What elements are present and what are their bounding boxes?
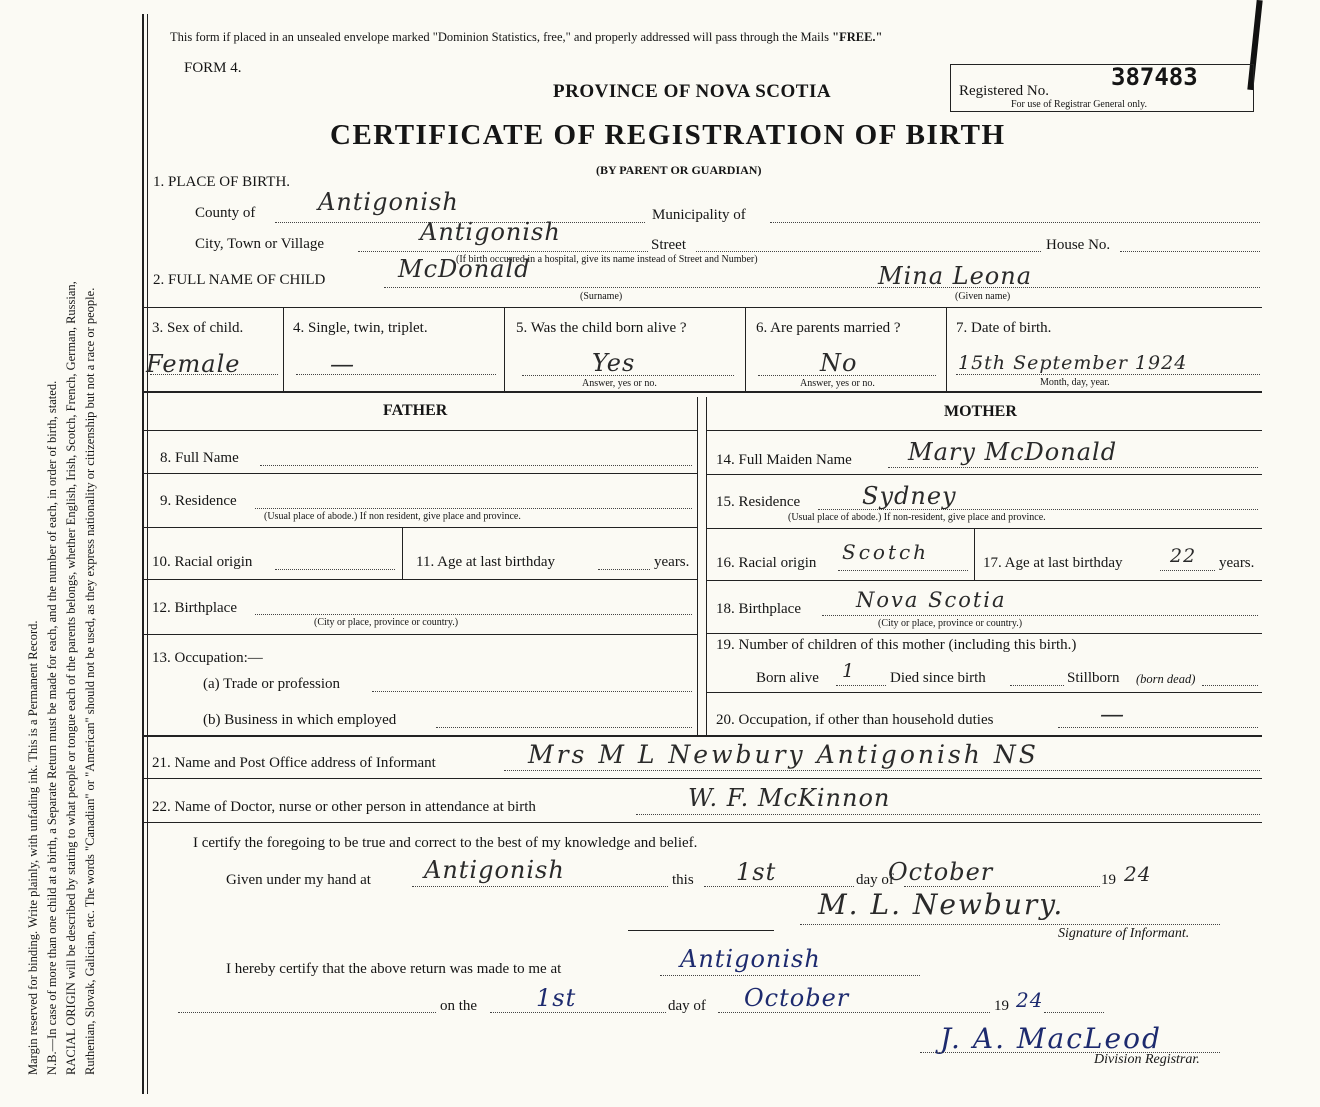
registrar-day-of-label: day of — [668, 998, 706, 1014]
mother-birthplace-note: (City or place, province or country.) — [878, 618, 1023, 629]
father-racial-label: 10. Racial origin — [152, 554, 253, 570]
rule-informant — [142, 778, 1262, 779]
given-note: (Given name) — [955, 291, 1011, 302]
county-label: County of — [195, 205, 256, 221]
rule-mother-4 — [706, 633, 1262, 634]
father-trade-line — [372, 691, 692, 692]
stillborn-label: Stillborn — [1067, 670, 1120, 686]
sex-label: 3. Sex of child. — [152, 320, 244, 336]
rule-col-d — [946, 307, 947, 392]
registrar-signature-label: Division Registrar. — [1094, 1052, 1200, 1067]
given-this-label: this — [672, 872, 694, 888]
stillborn-line — [1202, 685, 1258, 686]
hospital-note: (If birth occurred in a hospital, give its name instead of Street and Number) — [456, 254, 758, 265]
mother-age-unit: years. — [1219, 555, 1255, 571]
rule-father-head — [142, 430, 698, 431]
registrar-day-value: 1st — [536, 984, 577, 1012]
mother-age-label: 17. Age at last birthday — [983, 555, 1123, 571]
rule-mother-2 — [706, 528, 1262, 529]
municipality-label: Municipality of — [652, 207, 746, 223]
registrar-signature: J. A. MacLeod — [940, 1022, 1162, 1055]
born-alive-count-label: Born alive — [756, 670, 819, 686]
doctor-line — [636, 814, 1260, 815]
postal-free: "FREE." — [832, 30, 883, 44]
rule-mother-age-split — [974, 528, 975, 580]
child-name-line — [384, 287, 1260, 288]
registrar-place-value: Antigonish — [680, 945, 821, 973]
father-residence-line — [255, 508, 692, 509]
mother-name-value: Mary McDonald — [908, 438, 1118, 466]
rule-father-age-split — [402, 527, 403, 579]
rule-row3-bottom — [142, 391, 1262, 393]
rule-mother-1 — [706, 474, 1262, 475]
surname-note: (Surname) — [580, 291, 623, 302]
informant-signature-label: Signature of Informant. — [1058, 926, 1190, 941]
dob-note: Month, day, year. — [1040, 377, 1110, 388]
margin-notes — [24, 15, 100, 1075]
plurality-line — [296, 374, 496, 375]
mother-residence-label: 15. Residence — [716, 494, 801, 510]
registrar-place-line — [660, 975, 920, 976]
married-value: No — [820, 349, 858, 377]
mother-occupation-line — [1058, 727, 1258, 728]
father-residence-label: 9. Residence — [160, 493, 237, 509]
mother-age-line — [1160, 570, 1215, 571]
father-occupation-label: 13. Occupation:— — [152, 650, 263, 666]
given-month-line — [904, 886, 1100, 887]
doctor-value: W. F. McKinnon — [688, 784, 891, 812]
county-value: Antigonish — [318, 188, 459, 216]
father-business-line — [436, 727, 692, 728]
rule-parent-split-1 — [697, 397, 698, 735]
registered-label: Registered No. — [959, 83, 1049, 99]
plurality-value: — — [330, 350, 355, 378]
certify-text: I certify the foregoing to be true and correct to the best of my knowledge and belief. — [193, 835, 698, 851]
city-line — [358, 251, 648, 252]
stillborn-note: (born dead) — [1136, 672, 1196, 686]
mother-birthplace-value: Nova Scotia — [856, 588, 1007, 612]
mother-name-label: 14. Full Maiden Name — [716, 452, 852, 468]
rule-col-b — [504, 307, 505, 392]
father-age-label: 11. Age at last birthday — [416, 554, 555, 570]
father-age-unit: years. — [654, 554, 690, 570]
father-name-label: 8. Full Name — [160, 450, 239, 466]
rule-father-4 — [142, 634, 698, 635]
registered-box — [950, 64, 1254, 112]
street-label: Street — [651, 237, 686, 253]
child-name-label: 2. FULL NAME OF CHILD — [153, 272, 326, 288]
page-title: CERTIFICATE OF REGISTRATION OF BIRTH — [330, 119, 1006, 151]
child-surname: McDonald — [398, 255, 531, 283]
dob-label: 7. Date of birth. — [956, 320, 1052, 336]
father-birthplace-note: (City or place, province or country.) — [314, 617, 459, 628]
mother-age-value: 22 — [1170, 545, 1197, 567]
plurality-label: 4. Single, twin, triplet. — [293, 320, 428, 336]
mother-occupation-value: — — [1100, 700, 1125, 728]
father-business-label: (b) Business in which employed — [203, 712, 397, 728]
informant-line — [504, 770, 1260, 771]
rule-mother-5 — [706, 692, 1262, 693]
given-month-value: October — [888, 858, 994, 886]
house-label: House No. — [1046, 237, 1111, 253]
rule-mother-3 — [706, 580, 1262, 581]
registrar-text: I hereby certify that the above return was made to me at — [226, 961, 562, 977]
registrar-pre-line — [178, 1012, 436, 1013]
margin-note-4: Ruthenian, Slovak, Galician, etc. The words "Canadian" or "American" should not be used, as they express nationality or citizenship but not a race or people. — [83, 287, 97, 1075]
registrar-month-line — [718, 1012, 990, 1013]
father-birthplace-label: 12. Birthplace — [152, 600, 237, 616]
margin-note-1: Margin reserved for binding. Write plainly, with unfading ink. This is a Permanent Record. — [26, 620, 40, 1075]
mother-birthplace-label: 18. Birthplace — [716, 601, 801, 617]
given-year-value: 24 — [1124, 862, 1152, 886]
registrar-day-line — [490, 1012, 666, 1013]
form-number: FORM 4. — [184, 60, 242, 76]
rule-father-1 — [142, 473, 698, 474]
given-year-prefix: 19 — [1101, 872, 1116, 888]
married-label: 6. Are parents married ? — [756, 320, 901, 336]
child-given-name: Mina Leona — [878, 262, 1032, 290]
mother-residence-value: Sydney — [862, 482, 957, 510]
doctor-label: 22. Name of Doctor, nurse or other person in attendance at birth — [152, 799, 536, 815]
born-alive-note: Answer, yes or no. — [582, 378, 657, 389]
registrar-year-value: 24 — [1016, 988, 1044, 1012]
city-label: City, Town or Village — [195, 236, 325, 252]
rule-father-2 — [142, 527, 698, 528]
rule-certify-mark — [628, 930, 774, 931]
registrar-on-label: on the — [440, 998, 478, 1014]
mother-racial-line — [838, 570, 968, 571]
binding-rule-inner — [147, 14, 148, 1094]
postal-note-text: This form if placed in an unsealed envelope marked "Dominion Statistics, free," and properly addressed will pass through the Mails — [170, 30, 829, 44]
registered-note: For use of Registrar General only. — [1011, 99, 1147, 110]
dob-line — [956, 374, 1260, 375]
mother-racial-value: Scotch — [842, 540, 930, 564]
rule-col-c — [745, 307, 746, 392]
mother-birthplace-line — [822, 615, 1258, 616]
father-birthplace-line — [255, 614, 692, 615]
rule-parent-split-2 — [706, 397, 707, 735]
municipality-line — [770, 222, 1260, 223]
born-alive-count-line — [836, 685, 886, 686]
informant-signature-line — [800, 924, 1220, 925]
mother-name-line — [888, 467, 1258, 468]
mother-racial-label: 16. Racial origin — [716, 555, 817, 571]
street-line — [696, 251, 1041, 252]
place-heading: 1. PLACE OF BIRTH. — [153, 174, 291, 190]
mother-children-label: 19. Number of children of this mother (including this birth.) — [716, 637, 1077, 653]
given-place-line — [412, 886, 668, 887]
registrar-year-line — [1044, 1012, 1104, 1013]
informant-label: 21. Name and Post Office address of Informant — [152, 755, 436, 771]
rule-parents-bottom — [142, 735, 1262, 737]
father-trade-label: (a) Trade or profession — [203, 676, 341, 692]
given-day-of-label: day of — [856, 872, 894, 888]
informant-value: Mrs M L Newbury Antigonish NS — [528, 740, 1039, 769]
margin-note-3: RACIAL ORIGIN will be described by stating to what people or tongue each of the parents belongs, whether English, Irish, Scotch, French, German, Russian, — [64, 281, 78, 1075]
given-day-line — [704, 886, 854, 887]
father-residence-note: (Usual place of abode.) If non resident, give place and province. — [264, 511, 521, 522]
rule-mother-head — [706, 430, 1262, 431]
died-label: Died since birth — [890, 670, 986, 686]
house-line — [1120, 251, 1260, 252]
given-day-value: 1st — [736, 858, 777, 886]
rule-col-a — [283, 307, 284, 392]
mother-residence-note: (Usual place of abode.) If non-resident, give place and province. — [788, 512, 1046, 523]
father-age-line — [598, 569, 650, 570]
born-alive-value: Yes — [592, 349, 636, 377]
sex-value: Female — [146, 350, 241, 378]
page-subtitle: (BY PARENT OR GUARDIAN) — [596, 163, 762, 177]
given-under-label: Given under my hand at — [226, 872, 371, 888]
registrar-year-prefix: 19 — [994, 998, 1009, 1014]
mother-heading: MOTHER — [944, 403, 1017, 420]
father-heading: FATHER — [383, 402, 448, 419]
rule-row3-top — [142, 307, 1262, 308]
province-heading: PROVINCE OF NOVA SCOTIA — [553, 81, 832, 102]
registrar-month-value: October — [744, 984, 850, 1012]
mother-occupation-label: 20. Occupation, if other than household duties — [716, 712, 994, 728]
father-racial-line — [275, 569, 395, 570]
rule-father-3 — [142, 579, 698, 580]
married-note: Answer, yes or no. — [800, 378, 875, 389]
margin-note-2: N.B.—In case of more than one child at a birth, a Separate Return must be made for each, and the number of each, in order of birth, stated. — [45, 380, 59, 1075]
postal-note — [170, 30, 882, 45]
given-place-value: Antigonish — [424, 856, 565, 884]
city-value: Antigonish — [420, 218, 561, 246]
rule-doctor — [142, 822, 1262, 823]
binding-rule — [142, 14, 144, 1094]
died-line — [1010, 685, 1064, 686]
born-alive-count-value: 1 — [842, 660, 856, 682]
registered-number: 387483 — [1111, 63, 1198, 91]
father-name-line — [260, 465, 692, 466]
born-alive-label: 5. Was the child born alive ? — [516, 320, 687, 336]
informant-signature: M. L. Newbury. — [818, 888, 1065, 921]
dob-value: 15th September 1924 — [958, 352, 1188, 374]
